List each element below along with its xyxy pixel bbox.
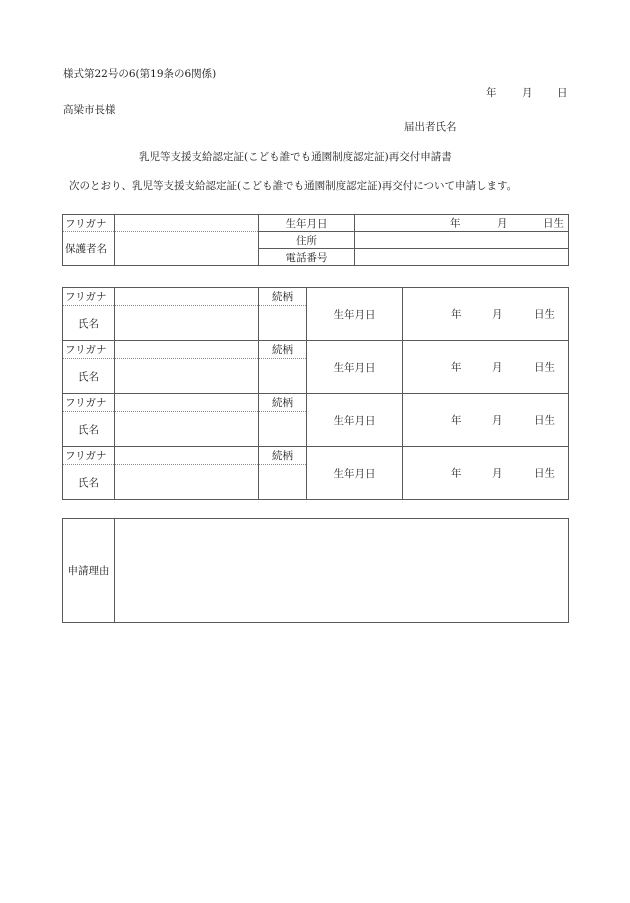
guardian-address-label: 住所 [259, 232, 355, 249]
child-birthdate-field[interactable] [403, 447, 569, 500]
child-furigana-label: フリガナ [63, 394, 115, 412]
child-relation-field[interactable] [259, 465, 307, 500]
date-day-label: 日 [557, 87, 568, 99]
guardian-phone-label: 電話番号 [259, 249, 355, 266]
guardian-phone-field[interactable] [355, 249, 569, 266]
form-reference: 様式第22号の6(第19条の6関係) [63, 68, 217, 80]
child-birth-year: 年 [451, 467, 462, 480]
child-name-field[interactable] [115, 412, 259, 447]
child-row [63, 288, 569, 306]
child-relation-label: 続柄 [259, 288, 307, 306]
guardian-birth-year: 年 [450, 217, 461, 230]
child-birth-year: 年 [451, 414, 462, 427]
child-birth-year: 年 [451, 308, 462, 321]
child-birth-day: 日生 [534, 467, 555, 480]
child-furigana-label: フリガナ [63, 447, 115, 465]
child-birthdate-field[interactable] [403, 394, 569, 447]
guardian-birthdate-field[interactable] [355, 215, 569, 232]
child-row [63, 341, 569, 359]
child-name-field[interactable] [115, 465, 259, 500]
date-month-label: 月 [522, 87, 533, 99]
child-furigana-label: フリガナ [63, 341, 115, 359]
child-furigana-field[interactable] [115, 394, 259, 412]
child-name-label: 氏名 [63, 412, 115, 447]
reason-table [62, 518, 569, 623]
child-birth-month: 月 [492, 414, 503, 427]
guardian-name-field[interactable] [115, 232, 259, 266]
child-relation-field[interactable] [259, 306, 307, 341]
guardian-furigana-label: フリガナ [63, 215, 115, 232]
child-furigana-field[interactable] [115, 288, 259, 306]
child-name-field[interactable] [115, 359, 259, 394]
intro-text: 次のとおり、乳児等支援支給認定証(こども誰でも通園制度認定証)再交付について申請します。 [69, 180, 518, 192]
child-name-field[interactable] [115, 306, 259, 341]
child-birthdate-field[interactable] [403, 341, 569, 394]
child-relation-label: 続柄 [259, 447, 307, 465]
child-row [63, 447, 569, 465]
child-birth-month: 月 [492, 308, 503, 321]
child-birth-month: 月 [492, 467, 503, 480]
guardian-birth-month: 月 [497, 217, 508, 230]
document-title: 乳児等支援支給認定証(こども誰でも通園制度認定証)再交付申請書 [139, 151, 452, 163]
child-birthdate-label: 生年月日 [307, 394, 403, 447]
addressee: 高梁市長様 [63, 104, 116, 116]
child-relation-label: 続柄 [259, 394, 307, 412]
child-birthdate-field[interactable] [403, 288, 569, 341]
child-name-label: 氏名 [63, 359, 115, 394]
child-furigana-label: フリガナ [63, 288, 115, 306]
date-year-label: 年 [486, 87, 497, 99]
guardian-birthdate-label: 生年月日 [259, 215, 355, 232]
child-furigana-field[interactable] [115, 447, 259, 465]
child-birth-day: 日生 [534, 361, 555, 374]
children-table [62, 287, 569, 500]
child-birthdate-label: 生年月日 [307, 288, 403, 341]
guardian-address-field[interactable] [355, 232, 569, 249]
submitter-name-label: 届出者氏名 [404, 121, 457, 133]
child-name-label: 氏名 [63, 306, 115, 341]
child-birth-month: 月 [492, 361, 503, 374]
child-relation-label: 続柄 [259, 341, 307, 359]
child-name-label: 氏名 [63, 465, 115, 500]
child-birthdate-label: 生年月日 [307, 341, 403, 394]
reason-label: 申請理由 [63, 519, 115, 623]
child-birthdate-label: 生年月日 [307, 447, 403, 500]
child-birth-year: 年 [451, 361, 462, 374]
guardian-furigana-field[interactable] [115, 215, 259, 232]
child-furigana-field[interactable] [115, 341, 259, 359]
child-relation-field[interactable] [259, 359, 307, 394]
guardian-name-label: 保護者名 [63, 232, 115, 266]
child-birth-day: 日生 [534, 308, 555, 321]
child-row [63, 394, 569, 412]
guardian-table [62, 214, 569, 266]
child-birth-day: 日生 [534, 414, 555, 427]
child-relation-field[interactable] [259, 412, 307, 447]
guardian-birth-day: 日生 [543, 217, 564, 230]
reason-field[interactable] [115, 519, 569, 623]
